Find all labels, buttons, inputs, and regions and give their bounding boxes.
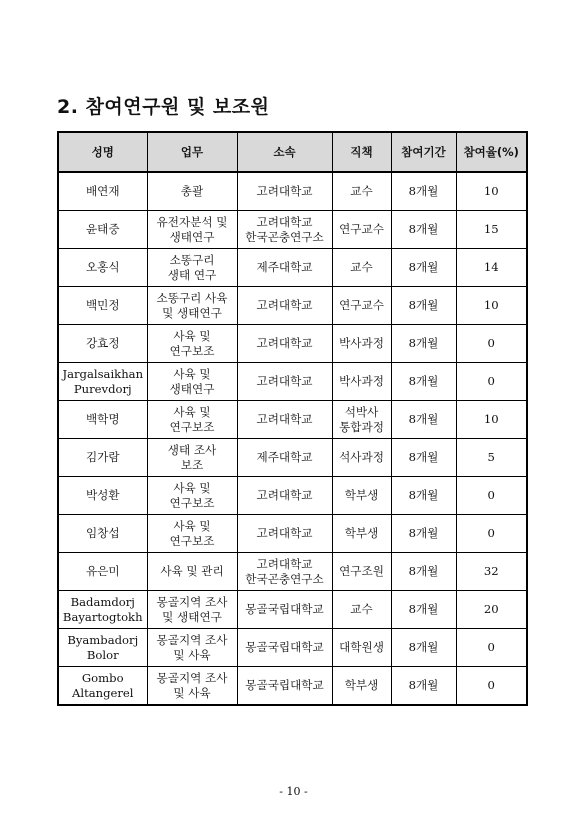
table-row	[58, 363, 527, 401]
cell-affiliation: 고려대학교	[237, 401, 332, 439]
table-row	[58, 401, 527, 439]
cell-name: Gombo Altangerel	[58, 667, 147, 706]
cell-rate: 10	[456, 287, 527, 325]
cell-position: 학부생	[332, 477, 391, 515]
cell-period: 8개월	[391, 325, 456, 363]
cell-duty: 소똥구리 사육 및 생태연구	[147, 287, 237, 325]
cell-rate: 0	[456, 363, 527, 401]
cell-period: 8개월	[391, 401, 456, 439]
cell-rate: 0	[456, 477, 527, 515]
cell-position: 교수	[332, 172, 391, 211]
table-row	[58, 629, 527, 667]
table-row	[58, 667, 527, 706]
cell-period: 8개월	[391, 211, 456, 249]
cell-duty: 사육 및 연구보조	[147, 477, 237, 515]
table-body	[58, 172, 527, 705]
cell-duty: 생태 조사 보조	[147, 439, 237, 477]
table-row	[58, 249, 527, 287]
cell-affiliation: 고려대학교 한국곤충연구소	[237, 553, 332, 591]
cell-affiliation: 고려대학교	[237, 515, 332, 553]
cell-duty: 소똥구리 생태 연구	[147, 249, 237, 287]
cell-name: 유은미	[58, 553, 147, 591]
cell-duty: 총괄	[147, 172, 237, 211]
table-row	[58, 591, 527, 629]
cell-rate: 0	[456, 667, 527, 706]
cell-period: 8개월	[391, 249, 456, 287]
header-position: 직책	[332, 132, 391, 172]
cell-period: 8개월	[391, 287, 456, 325]
cell-duty: 몽골지역 조사 및 사육	[147, 629, 237, 667]
table-row	[58, 325, 527, 363]
cell-period: 8개월	[391, 591, 456, 629]
header-duty: 업무	[147, 132, 237, 172]
table-row	[58, 477, 527, 515]
cell-affiliation: 고려대학교	[237, 172, 332, 211]
cell-affiliation: 몽골국립대학교	[237, 629, 332, 667]
cell-position: 연구교수	[332, 287, 391, 325]
cell-duty: 사육 및 관리	[147, 553, 237, 591]
cell-duty: 몽골지역 조사 및 생태연구	[147, 591, 237, 629]
cell-period: 8개월	[391, 172, 456, 211]
cell-affiliation: 몽골국립대학교	[237, 667, 332, 706]
cell-rate: 20	[456, 591, 527, 629]
section-title: 2. 참여연구원 및 보조원	[57, 96, 270, 118]
cell-duty: 몽골지역 조사 및 사육	[147, 667, 237, 706]
cell-position: 학부생	[332, 667, 391, 706]
cell-name: 오홍식	[58, 249, 147, 287]
cell-period: 8개월	[391, 629, 456, 667]
cell-position: 연구조원	[332, 553, 391, 591]
table-row	[58, 172, 527, 211]
cell-name: 임창섭	[58, 515, 147, 553]
cell-period: 8개월	[391, 667, 456, 706]
cell-name: 박성환	[58, 477, 147, 515]
header-rate: 참여율(%)	[456, 132, 527, 172]
cell-name: 김가람	[58, 439, 147, 477]
cell-position: 석사과정	[332, 439, 391, 477]
cell-period: 8개월	[391, 363, 456, 401]
cell-rate: 15	[456, 211, 527, 249]
cell-duty: 사육 및 연구보조	[147, 325, 237, 363]
cell-rate: 0	[456, 515, 527, 553]
cell-rate: 14	[456, 249, 527, 287]
cell-rate: 10	[456, 172, 527, 211]
cell-duty: 사육 및 연구보조	[147, 515, 237, 553]
cell-rate: 32	[456, 553, 527, 591]
cell-name: 백민정	[58, 287, 147, 325]
cell-name: 배연재	[58, 172, 147, 211]
header-affiliation: 소속	[237, 132, 332, 172]
cell-duty: 사육 및 생태연구	[147, 363, 237, 401]
cell-period: 8개월	[391, 477, 456, 515]
cell-rate: 0	[456, 325, 527, 363]
cell-position: 석박사 통합과정	[332, 401, 391, 439]
table-row	[58, 287, 527, 325]
cell-name: 윤태중	[58, 211, 147, 249]
table-row	[58, 553, 527, 591]
cell-name: 백학명	[58, 401, 147, 439]
header-period: 참여기간	[391, 132, 456, 172]
table-row	[58, 515, 527, 553]
cell-rate: 10	[456, 401, 527, 439]
cell-period: 8개월	[391, 553, 456, 591]
cell-rate: 0	[456, 629, 527, 667]
cell-position: 교수	[332, 249, 391, 287]
cell-period: 8개월	[391, 439, 456, 477]
table-header-row	[58, 132, 527, 172]
cell-affiliation: 고려대학교	[237, 325, 332, 363]
cell-name: 강효정	[58, 325, 147, 363]
cell-affiliation: 몽골국립대학교	[237, 591, 332, 629]
table-row	[58, 211, 527, 249]
cell-position: 교수	[332, 591, 391, 629]
cell-affiliation: 고려대학교	[237, 477, 332, 515]
cell-position: 연구교수	[332, 211, 391, 249]
header-name: 성명	[58, 132, 147, 172]
cell-affiliation: 제주대학교	[237, 439, 332, 477]
cell-name: Jargalsaikhan Purevdorj	[58, 363, 147, 401]
participants-table	[57, 131, 528, 706]
cell-name: Badamdorj Bayartogtokh	[58, 591, 147, 629]
cell-duty: 유전자분석 및 생태연구	[147, 211, 237, 249]
cell-affiliation: 제주대학교	[237, 249, 332, 287]
cell-position: 박사과정	[332, 325, 391, 363]
cell-position: 대학원생	[332, 629, 391, 667]
cell-affiliation: 고려대학교	[237, 363, 332, 401]
cell-period: 8개월	[391, 515, 456, 553]
cell-affiliation: 고려대학교 한국곤충연구소	[237, 211, 332, 249]
cell-duty: 사육 및 연구보조	[147, 401, 237, 439]
cell-position: 박사과정	[332, 363, 391, 401]
cell-position: 학부생	[332, 515, 391, 553]
table-row	[58, 439, 527, 477]
cell-affiliation: 고려대학교	[237, 287, 332, 325]
page-number: - 10 -	[279, 785, 308, 798]
cell-rate: 5	[456, 439, 527, 477]
cell-name: Byambadorj Bolor	[58, 629, 147, 667]
